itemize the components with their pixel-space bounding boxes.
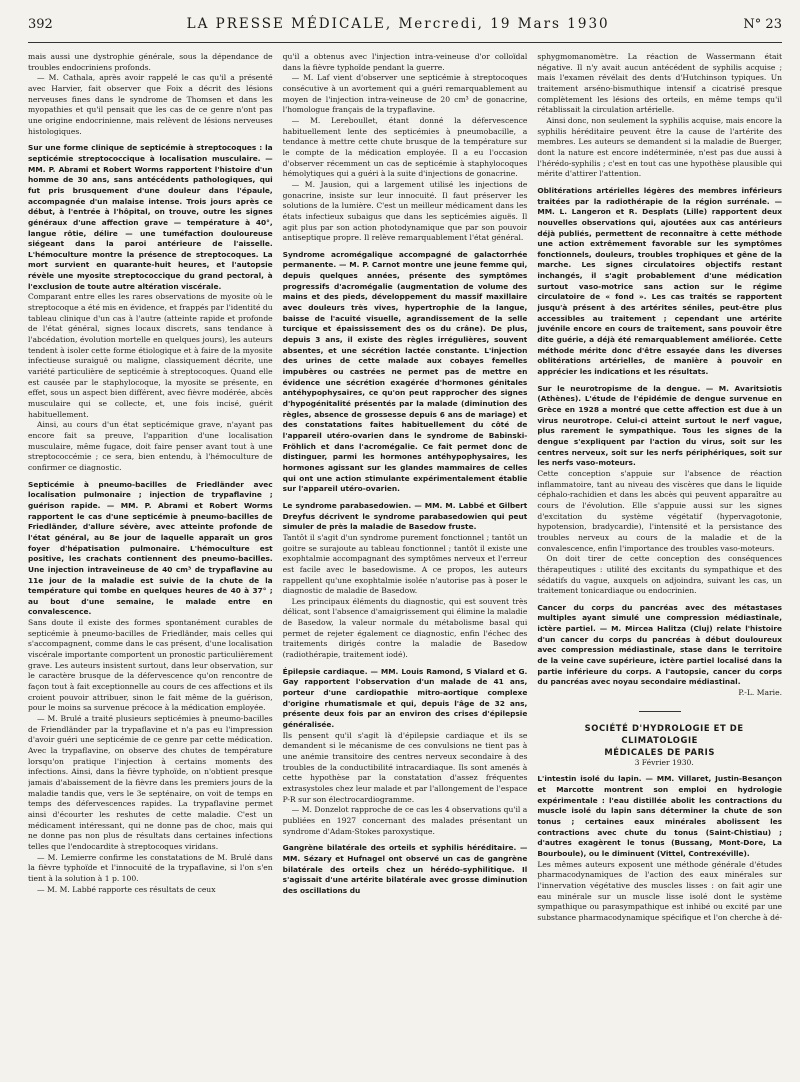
column-1 (28, 52, 273, 1074)
page-number: 392 (28, 17, 53, 32)
issue-number: N° 23 (743, 17, 782, 32)
author-signature: P.-L. Marie. (738, 688, 783, 698)
article-paragraph: sphygmomanomètre. La réaction de Wassermann était négative. Il n'y avait aucun antécédent de syphilis acquise ; mais l'examen révélait des dents d'Hutchinson typiques. Un traitement arséno-bismuthique intensif a cicatrisé presque complètement les lésions des orteils, en même temps qu'il rétablissait la circulation artérielle. (537, 52, 783, 115)
issue-date: Mercredi, 19 Mars 1930 (398, 16, 610, 32)
article-paragraph-with-heading: Syndrome acromégalique accompagné de galactorrhée permanente. — M. P. Carnot montre une jeune femme qui, depuis quelques années, présente des symptômes progressifs d'acromégalie (augmentation de volume des mains et des pieds, développement du massif maxillaire avec douleurs très vives, hypertrophie de la langue, baisse de l'acuité visuelle, agrandissement de la selle turcique et épaississement des os du crâne). De plus, depuis 3 ans, il existe des règles irrégulières, souvent absentes, et une sécrétion lactée constante. L'injection des urines de cette malade aux cobayes femelles impubères ou castrées ne permet pas de mettre en évidence une sécrétion exagérée d'hormones génitales antéhypophysaires, ce qu'on peut rapprocher des signes d'hypogénitalité présentés par la malade (diminution des règles, absence de grossesse depuis 6 ans de mariage) et des constatations faites habituellement du côté de l'appareil utéro-ovarien dans le syndrome de Babinski-Fröhlich et dans l'acromégalie. Ce fait permet donc de distinguer, parmi les hormones antéhypophysaires, les hormones agissant sur les glandes mammaires de celles qui ont une action stimulante expérimentalement établie sur l'appareil utéro-ovarien. (282, 249, 528, 494)
society-session-date: 3 Février 1930. (634, 757, 694, 767)
article-paragraph: — M. Cathala, après avoir rappelé le cas qu'il a présenté avec Harvier, fait observer que Foix a décrit des lésions nerveuses fines dans le syndrome de Thomsen et dans les myopathies et qu'il pensait que les cas de ce genre n'ont pas une origine endocrinienne, mais relèvent de lésions nerveuses histologiques. (28, 73, 273, 136)
article-paragraph: Les principaux éléments du diagnostic, qui est souvent très délicat, sont l'absence d'amaigrissement qui élimine la maladie de Basedow, la valeur normale du métabolisme basal qui permet de rejeter également ce diagnostic, enfin l'échec des traitements dirigés contre la maladie de Basedow (radiothérapie, traitement iodé). (282, 596, 528, 660)
article-paragraph: — M. Lemierre confirme les constatations de M. Brulé dans la fièvre typhoïde et l'innocuité de la trypaflavine, si l'on s'en tient à la solution à 1 p. 100. (28, 852, 273, 883)
article-paragraph: Les mêmes auteurs exposent une méthode générale d'études pharmacodynamiques de l'action des eaux minérales sur l'innervation végétative des muscles lisses : on fait agir une eau minérale sur un muscle lisse isolé dont le système sympathique ou parasympathique est inhibé ou excité par une substance pharmacodynamique spécifique et l'on cherche à dé- (537, 859, 783, 922)
article-paragraph-with-heading: L'intestin isolé du lapin. — MM. Villaret, Justin-Besançon et Marcotte montrent son emploi en hydrologie expérimentale : l'eau distillée abolit les contractions du muscle isolé du lapin sans déterminer la chute de son tonus ; certaines eaux minérales abolissent les contractions avec chute du tonus (Saint-Chistiau) ; d'autres exagèrent le tonus (Bussang, Mont-Dore, La Bourboule), ou le diminuent (Vittel, Contrexéville). (537, 774, 783, 858)
article-paragraph: Cette conception s'appuie sur l'absence de réaction inflammatoire, tant au niveau des viscères que dans le liquide céphalo-rachidien et dans les abcès qui peuvent apparaître au cours de l'évolution. Elle s'appuie aussi sur les signes d'excitation du système végétatif (hypervagotonie, hypotension, bradycardie), l'intensité et la persistance des troubles nerveux au cours de la maladie et de la convalescence, enfin l'importance des troubles vaso-moteurs. (537, 468, 783, 553)
article-paragraph-with-heading: Sur le neurotropisme de la dengue. — M. Avaritsiotis (Athènes). L'étude de l'épidémie de dengue survenue en Grèce en 1928 a montré que cette affection est due à un virus neurotrope. Celui-ci atteint surtout le nerf vague, plus rarement le sympathique. Tous les signes de la dengue s'expliquent par l'action du virus, soit sur les centres nerveux, soit sur les nerfs périphériques, soit sur les nerfs vaso-moteurs. (537, 383, 783, 468)
article-paragraph: Ainsi, au cours d'un état septicémique grave, n'ayant pas encore fait sa preuve, l'apparition d'une localisation musculaire, même fugace, doit faire penser avant tout à une streptococcémie ; ce sera, bien entendu, à l'hémoculture de confirmer ce diagnostic. (28, 420, 273, 472)
article-paragraph-with-heading: Septicémie à pneumo-bacilles de Friedländer avec localisation pulmonaire ; injection de trypaflavine ; guérison rapide. — MM. P. Abrami et Robert Worms rapportent le cas d'une septicémie à pneumo-bacilles de Friedländer, d'allure sévère, avec atteinte profonde de l'état général, au 8e jour de laquelle apparaît un gros foyer d'hépatisation pulmonaire. L'hémoculture est positive, les crachats contiennent des pneumo-bacilles. Une injection intraveineuse de 40 cm³ de trypaflavine au 11e jour de la maladie est suivie de la chute de la température qui tombe en quelques heures de 40 à 37° ; au bout d'une semaine, le malade entre en convalescence. (28, 479, 273, 617)
article-paragraph: Tantôt il s'agit d'un syndrome purement fonctionnel ; tantôt un goitre se surajoute au tableau fonctionnel ; tantôt il existe une exophtalmie accompagnant des symptômes nerveux et l'erreur est facile avec le basedowisme. A ce propos, les auteurs rappellent qu'une exophtalmie isolée n'autorise pas à poser le diagnostic de maladie de Basedow. (282, 532, 528, 596)
article-paragraph-with-heading: Épilepsie cardiaque. — MM. Louis Ramond, S Vialard et G. Gay rapportent l'observation d'un malade de 41 ans, porteur d'une cardiopathie mitro-aortique complexe d'origine rhumatismale et qui, depuis l'âge de 32 ans, présente deux fois par an environ des crises d'épilepsie généralisée. (282, 666, 528, 730)
society-title-line-2: MÉDICALES DE PARIS (604, 746, 715, 757)
article-paragraph-with-heading: Le syndrome parabasedowien. — MM. M. Labbé et Gilbert Dreyfus décrivent le syndrome parabasedowien qui peut simuler de près la maladie de Basedow fruste. (282, 500, 528, 532)
column-3 (537, 52, 782, 1074)
running-title (187, 16, 610, 32)
page-header (28, 16, 782, 43)
article-paragraph: mais aussi une dystrophie générale, sous la dépendance de troubles endocriniens profonds. (28, 52, 273, 72)
article-paragraph-with-heading: Cancer du corps du pancréas avec des métastases multiples ayant simulé une compression médiastinale, ictère partiel. — M. Mircea Halitza (Cluj) relate l'histoire d'un cancer du corps du pancréas à début douloureux avec compression médiastinale, stase dans le territoire de la veine cave supérieure, ictère partiel localisé dans la partie inférieure du corps. A l'autopsie, cancer du corps du pancréas avec noyau secondaire médiastinal. (537, 602, 783, 687)
article-paragraph: qu'il a obtenus avec l'injection intra-veineuse d'or colloïdal dans la fièvre typhoïde pendant la guerre. (282, 52, 528, 72)
article-paragraph: — M. M. Labbé rapporte ces résultats de ceux (37, 884, 216, 894)
article-paragraph: — M. Brulé a traité plusieurs septicémies à pneumo-bacilles de Friendländer par la trypaflavine et n'a pas eu l'impression d'avoir guéri une septicémie de ce genre par cette médication. Avec la trypaflavine, on observe des chutes de température lorsqu'on pratique l'injection à certains moments des infections. Ainsi, dans la fièvre typhoïde, on n'obtient presque jamais d'abaissement de la fièvre dans les premiers jours de la maladie tandis que, vers le 3e septénaire, on voit de temps en temps des défervescences rapides. La trypaflavine permet ainsi d'écourter les reshutes de cette maladie. C'est un médicament intéressant, qui ne donne pas de choc, mais qui ne donne pas non plus de résultats dans certaines infections telles que l'endocardite à streptocoques viridans. (28, 714, 273, 851)
column-3-articles (537, 52, 782, 688)
article-paragraph: Sans doute il existe des formes spontanément curables de septicémie à pneumo-bacilles de Friedländer, mais celles qui s'accompagnent, comme dans le cas présent, d'une localisation viscérale importante comportent un pronostic particulièrement grave. Les auteurs insistent surtout, dans leur observation, sur le caractère brusque de la défervescence qu'on rencontre de façon tout à fait exceptionnelle au cours de ces affections et ils croient pouvoir attribuer, sinon le fait même de la guérison, pour le moins sa survenue précoce à la médication employée. (28, 618, 273, 713)
column-3-society-articles (537, 774, 782, 923)
society-title-line-1: SOCIÉTÉ D'HYDROLOGIE ET DE CLIMATOLOGIE (584, 722, 744, 745)
article-paragraph: Ainsi donc, non seulement la syphilis acquise, mais encore la syphilis héréditaire peuvent être la cause de l'artérite des membres. Les auteurs se demandent si la maladie de Buerger, dont la nature est encore indéterminée, n'est pas due aussi à l'hérédo-syphilis ; c'est en tout cas une hypothèse plausible qui mérite d'attirer l'attention. (537, 115, 783, 179)
journal-name: LA PRESSE MÉDICALE, (186, 16, 393, 32)
society-title (537, 722, 782, 758)
column-2 (283, 52, 528, 1074)
article-paragraph: — M. Jausion, qui a largement utilisé les injections de gonacrine, insiste sur leur innocuité. Il faut préserver les solutions de la lumière. C'est un meilleur médicament dans les états infectieux subaigus que dans les septicémies aiguës. Il agit plus par son action photodynamique que par son pouvoir antiseptique propre. Il relève remarquablement l'état général. (282, 179, 528, 243)
article-paragraph: On doit tirer de cette conception des conséquences thérapeutiques : utilité des excitants du sympathique et des sédatifs du vague, auxquels on adjoindra, suivant les cas, un traitement tonicardiaque ou endocrinien. (537, 554, 783, 596)
article-paragraph: Comparant entre elles les rares observations de myosite où le streptocoque a été mis en évidence, et frappés par l'identité du tableau clinique d'un cas à l'autre (atteinte rapide et profonde de l'état général, signes locaux discrets, sans tendance à l'abcédation, évolution mortelle en quelques jours), les auteurs tendent à isoler cette forme étiologique et à faire de la myosite infectieuse suraiguë ou maligne, classiquement décrite, une variété particulière de septicémie à streptocoques. Quand elle est causée par le staphylocoque, la myosite se présente, en effet, sous un aspect bien différent, avec fièvre modérée, abcès musculaire qui se collecte, et, une fois incisé, guérit habituellement. (28, 292, 273, 419)
article-paragraph-with-heading: Sur une forme clinique de septicémie à streptocoques : la septicémie streptococcique à localisation musculaire. — MM. P. Abrami et Robert Worms rapportent l'histoire d'un homme de 30 ans, sans antécédents pathologiques, qui fut pris brusquement d'une douleur dans l'épaule, accompagnée d'un malaise intense. Trois jours après ce début, à l'entrée à l'hôpital, on trouve, outre les signes généraux d'une affection grave — température à 40°, langue rôtie, délire — une tuméfaction douloureuse siégeant dans la paroi antérieure de l'aisselle. L'hémoculture montre la présence de streptocoques. La mort survient en quarante-huit heures, et l'autopsie révèle une myosite streptococcique du grand pectoral, à l'exclusion de toute autre altération viscérale. (28, 143, 273, 291)
article-paragraph: — M. Laf vient d'observer une septicémie à streptocoques consécutive à un avortement qui a guéri remarquablement au moyen de l'injection intra-veineuse de 20 cm³ de gonacrine, l'homologue français de la trypaflavine. (282, 73, 528, 115)
article-paragraph: Ils pensent qu'il s'agit là d'épilepsie cardiaque et ils se demandent si le mécanisme de ces convulsions ne tient pas à une anémie transitoire des centres nerveux secondaire à des troubles de la conductibilité intracardiaque. Ils sont amenés à cette hypothèse par la constatation d'assez fréquentes extrasystoles chez leur malade et par l'allongement de l'espace P-R sur son électrocardiogramme. (282, 730, 528, 804)
article-paragraph: — M. Lereboullet, étant donné la défervescence habituellement lente des septicémies à pneumobacille, a tendance à mettre cette chute brusque de la température sur le compte de la médication employée. Il a eu l'occasion d'observer récemment un cas de septicémie à staphylocoques hémolytiques qui a guéri à la suite d'injections de gonacrine. (282, 115, 528, 179)
article-paragraph: — M. Donzelot rapproche de ce cas les 4 observations qu'il a publiées en 1927 concernant des malades présentant un syndrome d'Adam-Stokes paroxystique. (282, 805, 528, 836)
article-paragraph-with-heading: Gangrène bilatérale des orteils et syphilis héréditaire. — MM. Sézary et Hufnagel ont observé un cas de gangrène bilatérale des orteils chez un hérédo-syphilitique. Il s'agissait d'une artérite bilatérale avec grosse diminution des oscillations du (282, 843, 528, 895)
text-columns (28, 52, 782, 1074)
section-divider (639, 711, 681, 712)
article-paragraph-with-heading: Oblitérations artérielles légères des membres inférieurs traitées par la radiothérapie de la région surrénale. — MM. L. Langeron et R. Desplats (Lille) rapportent deux nouvelles observations qui, ajoutées aux cas antérieurs déjà publiés, permettent de reconnaître à cette méthode une action extrêmement favorable sur les symptômes fonctionnels, douleurs, troubles trophiques et gêne de la marche. Les signes circulatoires objectifs restant inchangés, il s'agit probablement d'une médication surtout vaso-motrice sans action sur le régime circulatoire de « fond ». Les cas traités se rapportent jusqu'à présent à des artérites séniles, peut-être plus accessibles au traitement ; cependant une artérite juvénile encore en cours de traitement, sans pouvoir être dite guérie, a déjà été remarquablement améliorée. Cette méthode mérite donc d'être essayée dans les diverses oblitérations artérielles, de manière à pouvoir en apprécier les indications et les résultats. (537, 185, 783, 377)
